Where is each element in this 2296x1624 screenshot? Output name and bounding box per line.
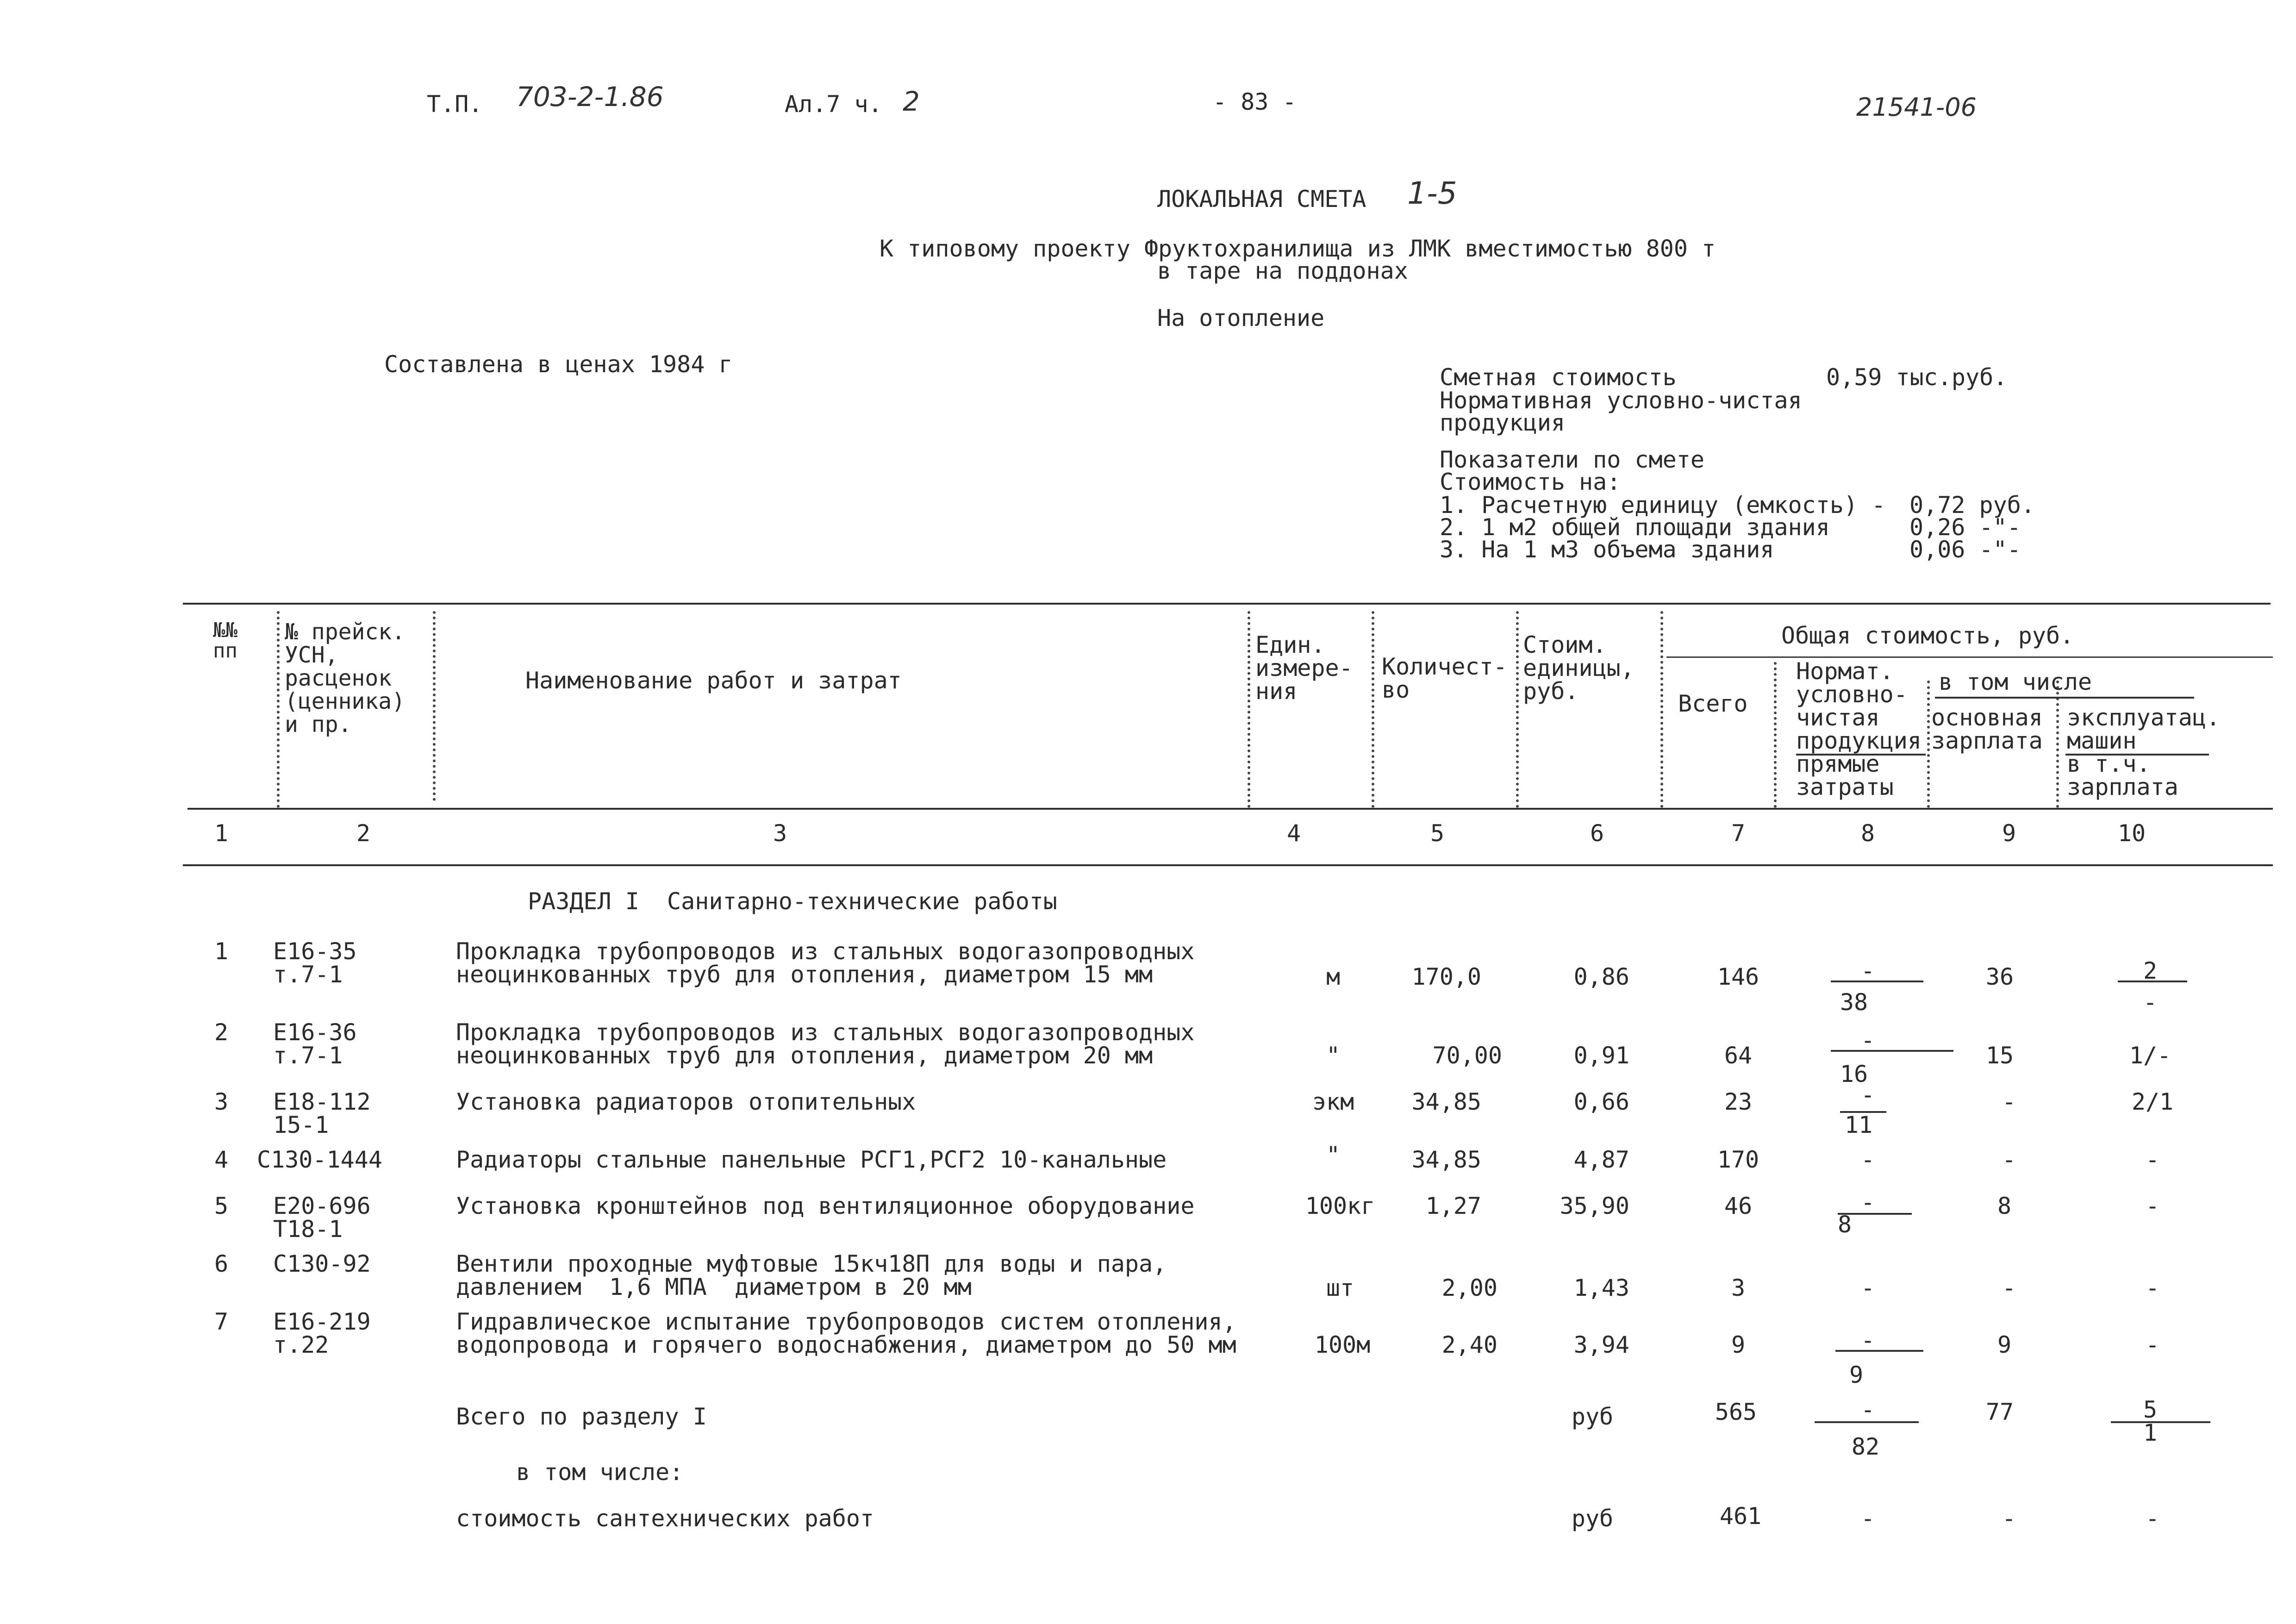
row-wage: 9 xyxy=(1997,1331,2012,1358)
incl-underline xyxy=(1935,697,2194,699)
including-label: в том числе: xyxy=(516,1459,684,1486)
row-norm-top: - xyxy=(1860,1081,1875,1108)
machines-underline xyxy=(2065,754,2209,756)
row-name: Установка радиаторов отопительных xyxy=(456,1088,916,1115)
row-mach-top: 2/1 xyxy=(2131,1088,2174,1115)
row-qty: 170,0 xyxy=(1411,963,1481,990)
estimated-cost-label: Сметная стоимость xyxy=(1440,364,1677,391)
section-total-label: Всего по разделу I xyxy=(456,1403,707,1430)
row-norm-bottom: 16 xyxy=(1840,1061,1868,1087)
row-num: 1 xyxy=(214,938,229,965)
row-total: 46 xyxy=(1724,1193,1753,1219)
row-norm-top: - xyxy=(1860,1327,1875,1354)
project-line-1: К типовому проекту Фруктохранилища из ЛМК вместимостью 800 т xyxy=(880,235,1716,262)
col-separator xyxy=(1372,611,1374,808)
col-number: 6 xyxy=(1590,820,1604,847)
row-mach-top: - xyxy=(2145,1146,2160,1173)
col-separator xyxy=(433,611,436,801)
col-number: 10 xyxy=(2117,820,2146,847)
row-code: С130-1444 xyxy=(257,1146,382,1173)
fraction-line xyxy=(1831,981,1923,982)
indicator-3-label: 3. На 1 м3 объема здания xyxy=(1440,536,1774,563)
row-norm-top: - xyxy=(1860,1274,1875,1301)
col-number: 3 xyxy=(773,820,787,847)
row-num: 4 xyxy=(214,1146,229,1173)
col-header-name: Наименование работ и затрат xyxy=(525,667,902,694)
row-name: Гидравлическое испытание трубопроводов систем отопления, водопровода и горячего водоснабжения, диаметром до 50 мм xyxy=(456,1308,1236,1358)
plumbing-cost-norm: - xyxy=(1860,1505,1875,1532)
norm-product-label: Нормативная условно-чистая xyxy=(1440,387,1802,414)
section-total-mach-top: 5 xyxy=(2143,1396,2158,1423)
row-price: 0,66 xyxy=(1573,1088,1629,1115)
row-mach-top: - xyxy=(2145,1331,2160,1358)
col-separator xyxy=(277,611,280,808)
estimated-cost-value: 0,59 тыс.руб. xyxy=(1826,364,2008,391)
row-unit: экм xyxy=(1312,1088,1354,1115)
row-mach-top: - xyxy=(2145,1193,2160,1219)
col-header-wage: основная зарплата xyxy=(1931,704,2043,754)
plumbing-cost-label: стоимость сантехнических работ xyxy=(456,1505,874,1532)
row-total: 146 xyxy=(1717,963,1759,990)
row-qty: 1,27 xyxy=(1425,1193,1481,1219)
col-header-total: Всего xyxy=(1678,690,1748,717)
row-qty: 2,40 xyxy=(1441,1331,1497,1358)
row-name: Радиаторы стальные панельные РСГ1,РСГ2 10-канальные xyxy=(456,1146,1167,1173)
row-price: 4,87 xyxy=(1573,1146,1629,1173)
section-total-norm-top: - xyxy=(1860,1396,1875,1423)
page-number: - 83 - xyxy=(1213,88,1297,115)
total-cost-rule xyxy=(1666,656,2273,658)
row-mach-top: - xyxy=(2145,1274,2160,1301)
row-code: Е16-36 т.7-1 xyxy=(273,1019,357,1069)
col-separator xyxy=(1248,611,1250,808)
tp-number: 703-2-1.86 xyxy=(516,81,664,112)
norm-underline xyxy=(1796,754,1926,756)
row-unit: шт xyxy=(1326,1274,1354,1301)
row-norm-bottom: 38 xyxy=(1840,989,1868,1016)
row-name: Прокладка трубопроводов из стальных водогазопроводных неоцинкованных труб для отопления, диаметром 20 мм xyxy=(456,1019,1195,1069)
col-separator xyxy=(2056,681,2059,808)
row-name: Установка кронштейнов под вентиляционное оборудование xyxy=(456,1193,1195,1219)
col-header-incl: в том числе xyxy=(1939,668,2092,695)
col-number: 7 xyxy=(1731,820,1746,847)
row-unit: 100м xyxy=(1314,1331,1371,1358)
col-header-total-cost: Общая стоимость, руб. xyxy=(1781,622,2074,649)
row-wage: 15 xyxy=(1985,1042,2014,1069)
row-num: 2 xyxy=(214,1019,229,1046)
row-wage: - xyxy=(2002,1088,2016,1115)
section-total-value: 565 xyxy=(1715,1399,1757,1425)
row-unit: " xyxy=(1326,1042,1341,1069)
table-top-rule xyxy=(183,603,2271,605)
section-title: РАЗДЕЛ I Санитарно-технические работы xyxy=(528,888,1057,915)
row-total: 64 xyxy=(1724,1042,1753,1069)
prices-note: Составлена в ценах 1984 г xyxy=(384,351,733,378)
row-name: Вентили проходные муфтовые 15кч18П для воды и пара, давлением 1,6 МПА диаметром в 20 мм xyxy=(456,1250,1167,1300)
estimate-purpose: На отопление xyxy=(1157,305,1325,331)
project-line-2: в таре на поддонах xyxy=(1157,257,1408,284)
indicator-3-value: 0,06 -"- xyxy=(1909,536,2021,563)
row-code: Е18-112 15-1 xyxy=(273,1088,371,1138)
fraction-line xyxy=(1815,1421,1919,1423)
col-number: 5 xyxy=(1430,820,1445,847)
row-mach-bottom: - xyxy=(2143,989,2158,1016)
row-num: 7 xyxy=(214,1308,229,1335)
row-norm-top: - xyxy=(1860,1027,1875,1054)
col-header-unit: Един. измере- ния xyxy=(1255,631,1353,705)
row-price: 0,86 xyxy=(1573,963,1629,990)
indicator-1-label: 1. Расчетную единицу (емкость) - xyxy=(1440,492,1886,518)
row-total: 170 xyxy=(1717,1146,1759,1173)
row-qty: 34,85 xyxy=(1411,1088,1481,1115)
col-separator xyxy=(1660,611,1663,808)
row-norm-bottom: 9 xyxy=(1849,1362,1864,1388)
row-price: 3,94 xyxy=(1573,1331,1629,1358)
row-num: 5 xyxy=(214,1193,229,1219)
fraction-line xyxy=(1831,1050,1953,1052)
plumbing-cost-wage: - xyxy=(2002,1505,2016,1532)
col-header-qty: Количест- во xyxy=(1382,653,1507,703)
row-wage: 8 xyxy=(1997,1193,2012,1219)
col-header-price: Стоим. единицы, руб. xyxy=(1523,631,1635,705)
cost-on-label: Стоимость на: xyxy=(1440,468,1621,495)
header-bottom-rule xyxy=(187,808,2273,810)
row-qty: 70,00 xyxy=(1432,1042,1502,1069)
col-separator xyxy=(1927,681,1930,808)
col-number: 4 xyxy=(1286,820,1301,847)
row-price: 1,43 xyxy=(1573,1274,1629,1301)
album-label: Ал.7 ч. xyxy=(785,91,882,118)
fraction-line xyxy=(1835,1350,1923,1352)
section-total-wage: 77 xyxy=(1985,1399,2014,1425)
row-unit: " xyxy=(1326,1142,1341,1168)
row-code: С130-92 xyxy=(273,1250,371,1277)
numbers-bottom-rule xyxy=(183,864,2273,866)
indicator-2-label: 2. 1 м2 общей площади здания xyxy=(1440,514,1830,541)
row-total: 23 xyxy=(1724,1088,1753,1115)
row-code: Е16-219 т.22 xyxy=(273,1308,371,1358)
row-norm-top: - xyxy=(1860,1146,1875,1173)
col-separator xyxy=(1774,662,1777,808)
col-number: 9 xyxy=(2002,820,2016,847)
fraction-line xyxy=(2118,981,2187,982)
section-total-unit: руб xyxy=(1571,1403,1614,1430)
row-num: 3 xyxy=(214,1088,229,1115)
col-header-norm: Нормат. условно- чистая продукция прямые затраты xyxy=(1796,658,1922,800)
row-total: 9 xyxy=(1731,1331,1746,1358)
indicators-label: Показатели по смете xyxy=(1440,446,1704,473)
col-header-code: № прейск. УСН, расценок (ценника) и пр. xyxy=(285,619,406,737)
col-number: 1 xyxy=(214,820,229,847)
row-unit: м xyxy=(1326,963,1341,990)
tp-label: Т.П. xyxy=(427,91,483,118)
col-separator xyxy=(1516,611,1519,808)
row-qty: 2,00 xyxy=(1441,1274,1497,1301)
col-number: 8 xyxy=(1860,820,1875,847)
row-num: 6 xyxy=(214,1250,229,1277)
indicator-2-value: 0,26 -"- xyxy=(1909,514,2021,541)
doc-code: 21541-06 xyxy=(1856,93,1977,122)
estimate-heading: ЛОКАЛЬНАЯ СМЕТА xyxy=(1157,186,1366,212)
fraction-line xyxy=(2111,1421,2210,1423)
indicator-1-value: 0,72 руб. xyxy=(1909,492,2035,518)
row-norm-bottom: 11 xyxy=(1844,1112,1873,1138)
row-wage: 36 xyxy=(1985,963,2014,990)
row-wage: - xyxy=(2002,1146,2016,1173)
row-price: 35,90 xyxy=(1560,1193,1629,1219)
row-mach-top: 2 xyxy=(2143,957,2158,984)
col-header-machines: эксплуатац. машин в т.ч. зарплата xyxy=(2067,704,2221,800)
plumbing-cost-unit: руб xyxy=(1571,1505,1614,1532)
row-unit: 100кг xyxy=(1305,1193,1375,1219)
col-number: 2 xyxy=(356,820,371,847)
row-norm-top: - xyxy=(1860,1189,1875,1216)
row-price: 0,91 xyxy=(1573,1042,1629,1069)
row-name: Прокладка трубопроводов из стальных водогазопроводных неоцинкованных труб для отопления, диаметром 15 мм xyxy=(456,938,1195,988)
estimate-number: 1-5 xyxy=(1407,175,1457,211)
row-mach-top: 1/- xyxy=(2129,1042,2171,1069)
plumbing-cost-mach: - xyxy=(2145,1505,2160,1532)
row-wage: - xyxy=(2002,1274,2016,1301)
row-qty: 34,85 xyxy=(1411,1146,1481,1173)
section-total-mach-bottom: 1 xyxy=(2143,1419,2158,1446)
col-header-num: №№ пп xyxy=(213,618,237,662)
section-total-norm-bottom: 82 xyxy=(1851,1433,1880,1460)
row-total: 3 xyxy=(1731,1274,1746,1301)
row-norm-top: - xyxy=(1860,957,1875,984)
row-code: Е16-35 т.7-1 xyxy=(273,938,357,988)
album-part: 2 xyxy=(903,86,920,117)
norm-product-label-2: продукция xyxy=(1440,409,1565,436)
row-norm-bottom: 8 xyxy=(1837,1211,1852,1238)
plumbing-cost-total: 461 xyxy=(1719,1503,1762,1530)
row-code: Е20-696 Т18-1 xyxy=(273,1193,371,1243)
